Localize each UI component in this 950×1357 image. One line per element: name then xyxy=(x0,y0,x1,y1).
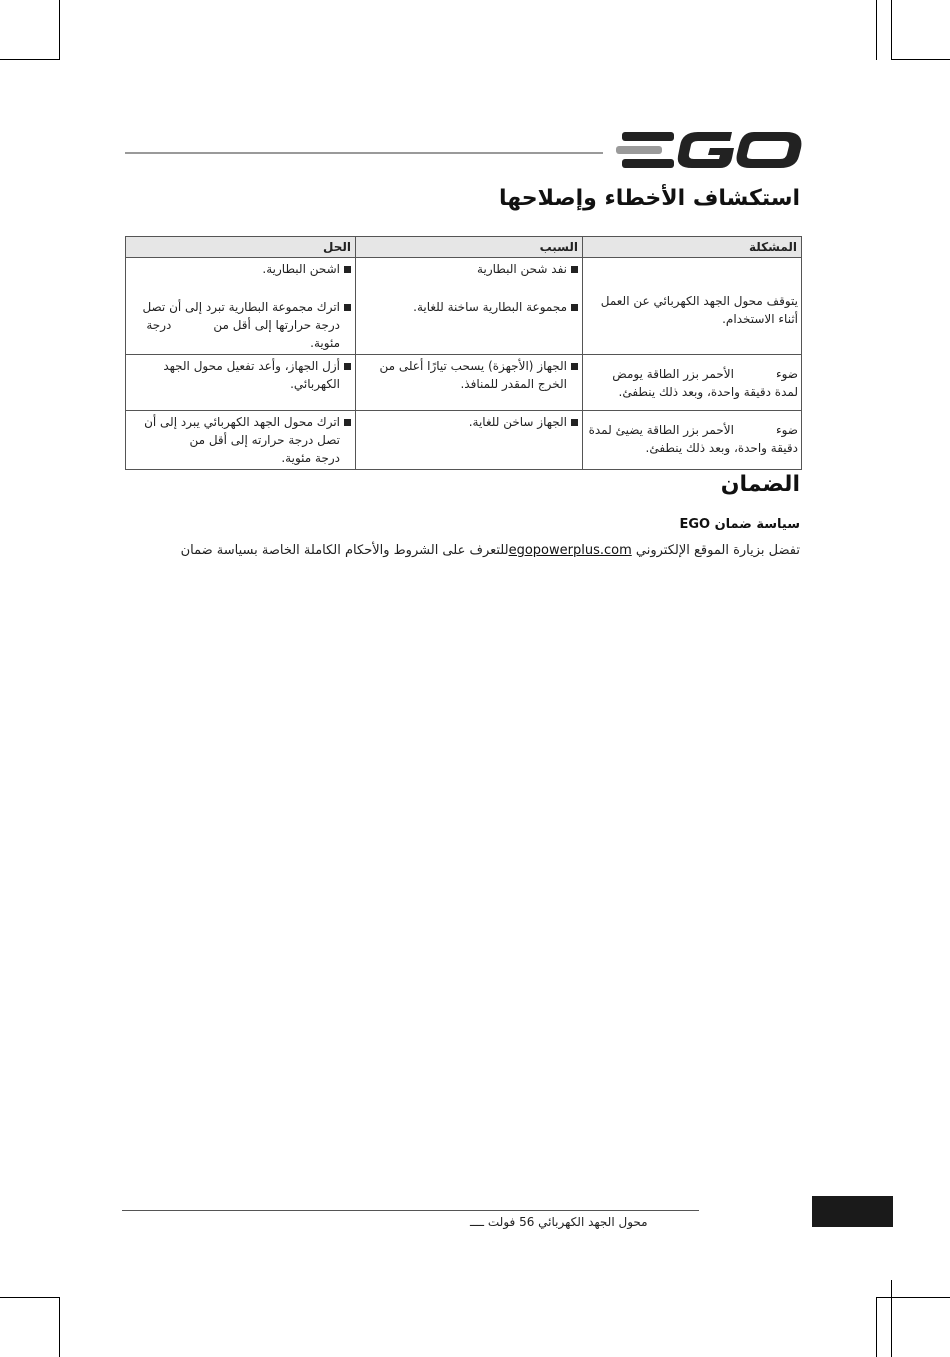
warranty-title: الضمان xyxy=(720,472,800,497)
crop-mark xyxy=(0,59,59,60)
crop-mark xyxy=(891,1280,892,1357)
cause-cell xyxy=(356,258,583,355)
cause-item: نفد شحن البطارية xyxy=(359,260,579,278)
problem-cell: ضوءالأحمر بزر الطاقة يومض لمدة دقيقة واحدة، وبعد ذلك ينطفئ. xyxy=(583,355,802,411)
cause-item: مجموعة البطارية ساخنة للغاية. xyxy=(359,298,579,316)
solution-cell xyxy=(126,258,356,355)
header-rule xyxy=(125,152,603,154)
crop-mark xyxy=(891,59,950,60)
crop-mark xyxy=(59,0,60,60)
warranty-paragraph: تفضل بزيارة الموقع الإلكتروني egopowerplus.comللتعرف على الشروط والأحكام الكاملة الخاصة بسياسة ضمان xyxy=(160,543,800,558)
page-number-box xyxy=(812,1196,893,1227)
table-header-row xyxy=(126,237,802,258)
ego-logo xyxy=(614,128,804,176)
troubleshooting-table xyxy=(125,236,802,470)
header-cause: السبب xyxy=(356,237,583,258)
table-row xyxy=(126,355,802,411)
problem-cell: يتوقف محول الجهد الكهربائي عن العمل أثناء الاستخدام. xyxy=(583,258,802,355)
footer-product-name: محول الجهد الكهربائي 56 فولت ــــ xyxy=(470,1215,648,1229)
crop-mark xyxy=(0,1297,59,1298)
solution-cell xyxy=(126,411,356,470)
page-title: استكشاف الأخطاء وإصلاحها xyxy=(498,186,800,211)
problem-cell: ضوءالأحمر بزر الطاقة يضيئ لمدة دقيقة واحدة، وبعد ذلك ينطفئ. xyxy=(583,411,802,470)
table-row xyxy=(126,411,802,470)
warranty-link[interactable]: egopowerplus.com xyxy=(508,543,632,558)
table-row xyxy=(126,258,802,355)
cause-cell xyxy=(356,355,583,411)
solution-item: اترك محول الجهد الكهربائي يبرد إلى أن تصل درجة حرارته إلى أقل مندرجة مئوية. xyxy=(129,413,352,467)
crop-mark xyxy=(876,1297,950,1298)
crop-mark xyxy=(876,1297,877,1357)
solution-item: اترك مجموعة البطارية تبرد إلى أن تصل درجة حرارتها إلى أقل مندرجة مئوية. xyxy=(129,298,352,352)
header-solution: الحل xyxy=(126,237,356,258)
crop-mark xyxy=(891,0,892,60)
crop-mark xyxy=(876,0,877,60)
warranty-subtitle: سياسة ضمان EGO xyxy=(679,517,800,532)
solution-item: اشحن البطارية. xyxy=(129,260,352,278)
solution-item: أزل الجهاز، وأعد تفعيل محول الجهد الكهربائي. xyxy=(129,357,352,393)
warranty-end-mark xyxy=(0,543,181,558)
solution-cell xyxy=(126,355,356,411)
crop-mark xyxy=(59,1297,60,1357)
footer-rule xyxy=(122,1210,699,1211)
cause-cell xyxy=(356,411,583,470)
header-problem: المشكلة xyxy=(583,237,802,258)
cause-item: الجهاز ساخن للغاية. xyxy=(359,413,579,431)
cause-item: الجهاز (الأجهزة) يسحب تيارًا أعلى من الخرج المقدر للمنافذ. xyxy=(359,357,579,393)
